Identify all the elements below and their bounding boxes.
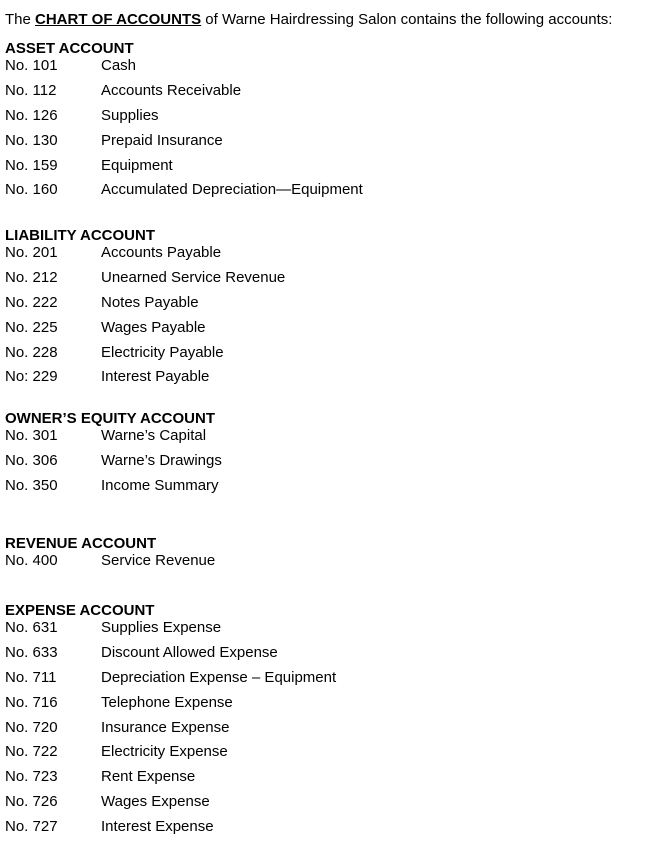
account-number: No. 201 (5, 244, 58, 261)
account-name: Interest Expense (101, 818, 214, 836)
account-row (5, 132, 625, 157)
account-name: Telephone Expense (101, 693, 233, 711)
account-row (5, 57, 625, 82)
account-number: No. 101 (5, 57, 58, 74)
section-heading: LIABILITY ACCOUNT (5, 227, 155, 244)
account-number: No. 225 (5, 318, 58, 336)
account-number: No. 633 (5, 643, 58, 661)
account-row (5, 344, 625, 369)
account-row (5, 319, 625, 344)
account-name: Electricity Payable (101, 343, 224, 361)
account-number: No. 716 (5, 693, 58, 711)
account-name: Electricity Expense (101, 743, 228, 761)
account-number: No. 222 (5, 293, 58, 311)
account-row (5, 82, 625, 107)
account-name: Supplies (101, 106, 159, 124)
account-row (5, 552, 625, 577)
account-name: Notes Payable (101, 293, 199, 311)
account-row (5, 644, 625, 669)
account-row (5, 427, 625, 452)
owners-equity-account-section (5, 410, 625, 502)
account-number: No. 727 (5, 818, 58, 836)
account-row (5, 368, 625, 393)
account-number: No: 229 (5, 368, 58, 386)
account-row (5, 452, 625, 477)
liability-account-section (5, 227, 625, 393)
account-name: Income Summary (101, 476, 219, 494)
account-number: No. 212 (5, 268, 58, 286)
account-row (5, 294, 625, 319)
section-heading: REVENUE ACCOUNT (5, 535, 157, 552)
account-name: Wages Payable (101, 318, 206, 336)
account-name: Depreciation Expense – Equipment (101, 668, 337, 686)
account-name: Accounts Payable (101, 244, 222, 261)
account-name: Insurance Expense (101, 718, 230, 736)
account-number: No. 228 (5, 343, 58, 361)
account-name: Warne’s Drawings (101, 451, 222, 469)
account-number: No. 720 (5, 718, 58, 736)
account-number: No. 159 (5, 156, 58, 174)
account-number: No. 723 (5, 768, 58, 786)
account-name: Supplies Expense (101, 619, 222, 636)
account-name: Service Revenue (101, 552, 216, 569)
account-row (5, 619, 625, 644)
account-number: No. 722 (5, 743, 58, 761)
account-row (5, 793, 625, 818)
account-name: Prepaid Insurance (101, 131, 223, 149)
account-row (5, 743, 625, 768)
account-number: No. 112 (5, 81, 57, 99)
account-row (5, 669, 625, 694)
intro-suffix: of Warne Hairdressing Salon contains the following accounts: (201, 11, 613, 28)
account-row (5, 181, 625, 206)
section-heading: ASSET ACCOUNT (5, 40, 134, 57)
account-number: No. 130 (5, 131, 58, 149)
account-name: Unearned Service Revenue (101, 268, 286, 286)
account-row (5, 719, 625, 744)
intro-emphasis: CHART OF ACCOUNTS (35, 11, 202, 28)
account-number: No. 631 (5, 619, 58, 636)
account-number: No. 306 (5, 451, 58, 469)
account-row (5, 244, 625, 269)
account-row (5, 818, 625, 843)
account-name: Warne’s Capital (101, 427, 207, 444)
section-heading: EXPENSE ACCOUNT (5, 602, 155, 619)
account-name: Rent Expense (101, 768, 196, 786)
account-number: No. 301 (5, 427, 58, 444)
account-name: Discount Allowed Expense (101, 643, 278, 661)
account-name: Cash (101, 57, 137, 74)
account-row (5, 157, 625, 182)
account-row (5, 694, 625, 719)
account-name: Interest Payable (101, 368, 210, 386)
intro-prefix: The (5, 11, 36, 28)
account-row (5, 107, 625, 132)
account-number: No. 726 (5, 793, 58, 811)
account-name: Wages Expense (101, 793, 210, 811)
expense-account-section (5, 602, 625, 843)
asset-account-section (5, 40, 625, 206)
revenue-account-section (5, 535, 625, 577)
account-name: Accounts Receivable (101, 81, 242, 99)
account-number: No. 350 (5, 476, 58, 494)
account-row (5, 269, 625, 294)
account-number: No. 126 (5, 106, 58, 124)
account-name: Accumulated Depreciation—Equipment (101, 181, 363, 199)
account-number: No. 400 (5, 552, 58, 569)
intro-text (5, 11, 612, 29)
account-row (5, 477, 625, 502)
account-number: No. 160 (5, 181, 58, 199)
account-row (5, 768, 625, 793)
section-heading: OWNER’S EQUITY ACCOUNT (5, 410, 216, 427)
account-number: No. 711 (5, 668, 57, 686)
account-name: Equipment (101, 156, 173, 174)
